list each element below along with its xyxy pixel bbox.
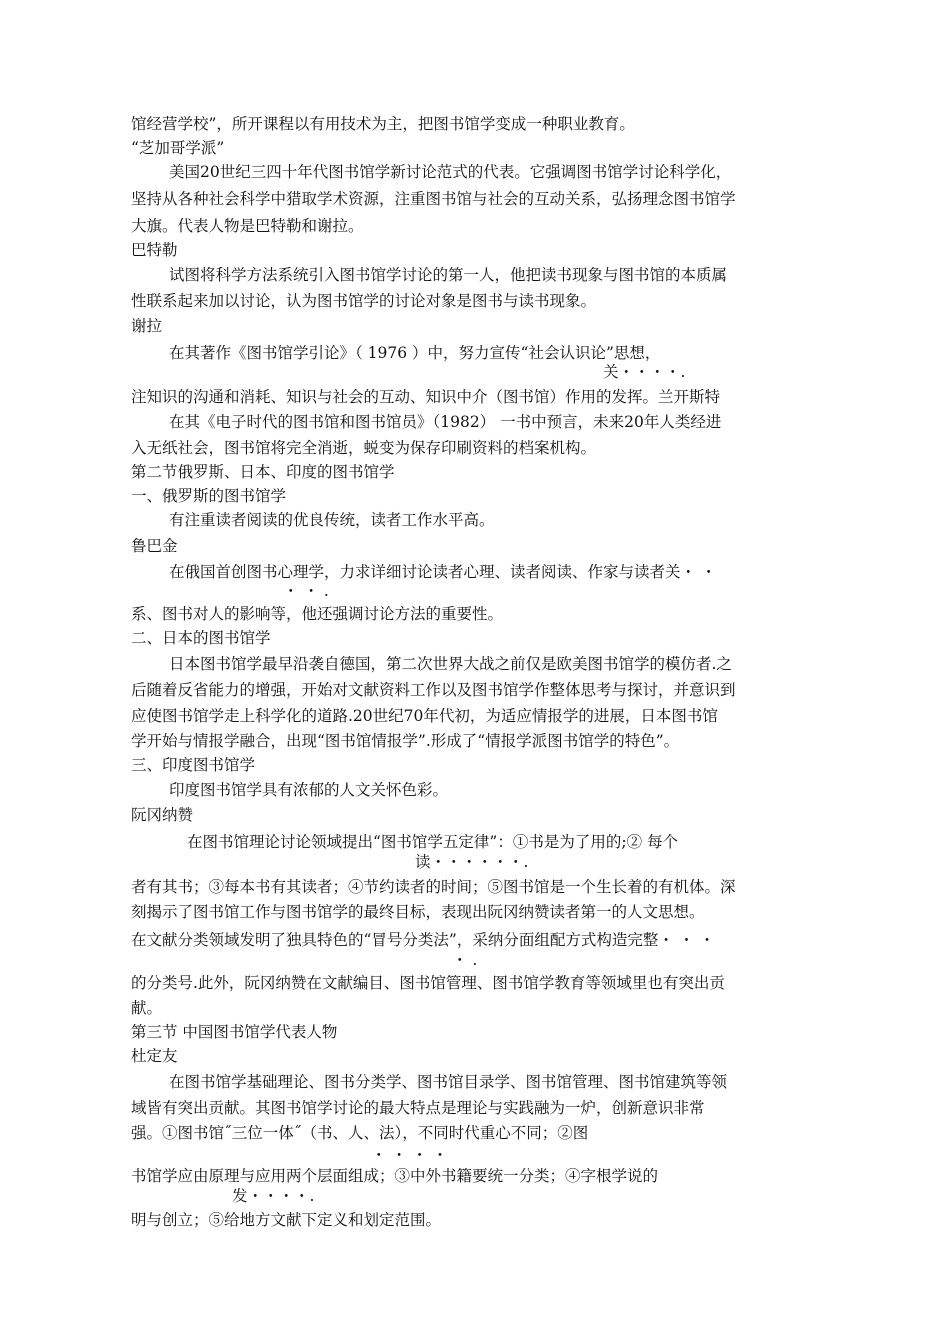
body-line: 应使图书馆学走上科学化的道路.20世纪70年代初，为适应情报学的进展，日本图书馆: [131, 707, 718, 725]
body-line: 坚持从各种社会科学中猎取学术资源，注重图书馆与社会的互动关系，弘扬理念图书馆学: [131, 190, 736, 208]
body-line: 试图将科学方法系统引入图书馆学讨论的第一人，他把读书现象与图书馆的本质属: [169, 266, 728, 284]
emphasis-dots-line: 发・・・・.: [232, 1187, 315, 1205]
subsection-heading: 三、印度图书馆学: [131, 756, 256, 774]
body-line: 大旗。代表人物是巴特勒和谢拉。: [131, 217, 364, 235]
body-line: 系、图书对人的影响等，他还强调讨论方法的重要性。: [131, 605, 504, 623]
body-line: 在图书馆学基础理论、图书分类学、图书馆目录学、图书馆管理、图书馆建筑等领: [169, 1073, 728, 1091]
body-line: 书馆学应由原理与应用两个层面组成；③中外书籍要统一分类；④字根学说的: [131, 1167, 659, 1185]
body-line: 印度图书馆学具有浓郁的人文关怀色彩。: [169, 781, 449, 799]
emphasis-dots-line: ・ ・ .: [283, 582, 329, 600]
body-line: 在其《电子时代的图书馆和图书馆员》（1982） 一书中预言，未来20年人类经进: [169, 413, 722, 431]
body-line: 入无纸社会，图书馆将完全消逝，蜕变为保存印刷资料的档案机构。: [131, 439, 597, 457]
subsection-heading: 二、日本的图书馆学: [131, 629, 271, 647]
body-line: 在文献分类领域发明了独具特色的“冒号分类法”，采纳分面组配方式构造完整・ ・ ・: [131, 931, 715, 949]
body-line: 强。①图书馆˝三位一体˝（书、人、法），不同时代重心不同；②图: [131, 1124, 589, 1142]
body-line: 馆经营学校”，所开课程以有用技术为主，把图书馆学变成一种职业教育。: [131, 115, 635, 133]
body-line: 日本图书馆学最早沿袭自德国，第二次世界大战之前仅是欧美图书馆学的模仿者.之: [169, 655, 732, 673]
emphasis-dots-line: ・ .: [452, 951, 478, 969]
person-heading: 巴特勒: [131, 241, 178, 259]
emphasis-dots-line: ・ ・ ・ ・: [371, 1146, 448, 1164]
body-line: 者有其书；③每本书有其读者；④节约读者的时间；⑤图书馆是一个生长着的有机体。深: [131, 878, 736, 896]
body-line: 刻揭示了图书馆工作与图书馆学的最终目标，表现出阮冈纳赞读者第一的人文思想。: [131, 903, 705, 921]
body-line: 域皆有突出贡献。其图书馆学讨论的最大特点是理论与实践融为一炉，创新意识非常: [131, 1099, 705, 1117]
body-line: 性联系起来加以讨论，认为图书馆学的讨论对象是图书与读书现象。: [131, 292, 597, 310]
emphasis-dots-line: 读・・・・・・.: [415, 853, 529, 871]
section-heading: 第三节 中国图书馆学代表人物: [131, 1023, 338, 1041]
section-heading: 第二节俄罗斯、日本、印度的图书馆学: [131, 463, 395, 481]
person-heading: 杜定友: [131, 1047, 178, 1065]
body-line: 明与创立；⑤给地方文献下定义和划定范围。: [131, 1211, 442, 1229]
body-line: 在其著作《图书馆学引论》（ 1976 ）中，努力宣传“社会认识论”思想，: [169, 344, 661, 362]
person-heading: 鲁巴金: [131, 537, 178, 555]
section-heading: “芝加哥学派”: [131, 139, 225, 157]
body-line: 美国20世纪三四十年代图书馆学新讨论范式的代表。它强调图书馆学讨论科学化，: [169, 163, 732, 181]
emphasis-dots-line: 关・・・・.: [603, 363, 686, 381]
body-line: 学开始与情报学融合，出现“图书馆情报学”.形成了“情报学派图书馆学的特色”。: [131, 732, 680, 750]
body-line: 在俄国首创图书心理学，力求详细讨论读者心理、读者阅读、作家与读者关・ ・: [169, 563, 717, 581]
body-line: 献。: [131, 999, 163, 1017]
subsection-heading: 一、俄罗斯的图书馆学: [131, 487, 287, 505]
body-line: 后随着反省能力的增强，开始对文献资料工作以及图书馆学作整体思考与探讨，并意识到: [131, 681, 736, 699]
body-line: 在图书馆理论讨论领域提出“图书馆学五定律”：①书是为了用的;② 每个: [187, 833, 678, 851]
person-heading: 谢拉: [131, 317, 163, 335]
person-heading: 阮冈纳赞: [131, 806, 194, 824]
body-line: 注知识的沟通和消耗、知识与社会的互动、知识中介（图书馆）作用的发挥。兰开斯特: [131, 388, 721, 406]
body-line: 有注重读者阅读的优良传统，读者工作水平高。: [169, 511, 495, 529]
body-line: 的分类号.此外，阮冈纳赞在文献编目、图书馆管理、图书馆学教育等领域里也有突出贡: [131, 974, 725, 992]
